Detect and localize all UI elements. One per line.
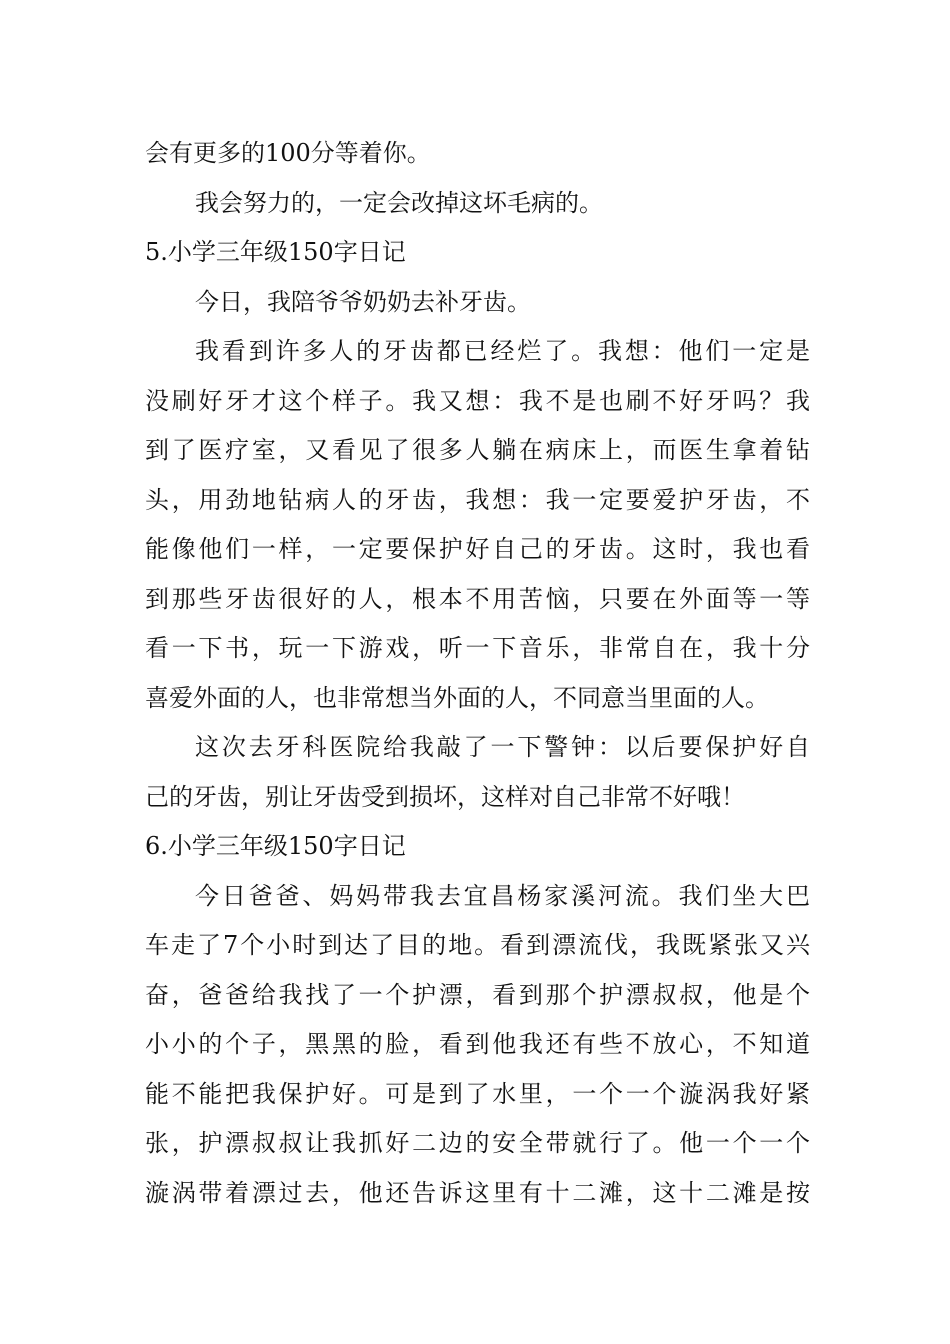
text-line: 小小的个子，黑黑的脸，看到他我还有些不放心，不知道 bbox=[145, 1030, 810, 1058]
paragraph-line: 今日爸爸、妈妈带我去宜昌杨家溪河流。我们坐大巴 bbox=[195, 881, 810, 910]
text-line: 车走了7个小时到达了目的地。看到漂流伐，我既紧张又兴 bbox=[145, 931, 810, 959]
section-heading: 5.小学三年级150字日记 bbox=[145, 238, 406, 266]
document-page bbox=[145, 129, 810, 1218]
text-line: 能像他们一样，一定要保护好自己的牙齿。这时，我也看 bbox=[145, 535, 810, 563]
text-line: 喜爱外面的人，也非常想当外面的人，不同意当里面的人。 bbox=[145, 683, 769, 712]
paragraph-line: 我看到许多人的牙齿都已经烂了。我想：他们一定是 bbox=[195, 337, 810, 365]
text-line: 己的牙齿，别让牙齿受到损坏，这样对自己非常不好哦！ bbox=[145, 782, 745, 811]
paragraph-line: 今日，我陪爷爷奶奶去补牙齿。 bbox=[195, 287, 531, 316]
text-line: 会有更多的100分等着你。 bbox=[145, 139, 431, 167]
paragraph-line: 我会努力的，一定会改掉这坏毛病的。 bbox=[195, 188, 603, 217]
text-line: 能不能把我保护好。可是到了水里，一个一个漩涡我好紧 bbox=[145, 1079, 810, 1108]
text-line: 到那些牙齿很好的人，根本不用苦恼，只要在外面等一等 bbox=[145, 584, 810, 613]
text-line: 奋，爸爸给我找了一个护漂，看到那个护漂叔叔，他是个 bbox=[145, 980, 810, 1009]
paragraph-line: 这次去牙科医院给我敲了一下警钟：以后要保护好自 bbox=[195, 733, 810, 761]
section-heading: 6.小学三年级150字日记 bbox=[145, 832, 406, 860]
text-line: 没刷好牙才这个样子。我又想：我不是也刷不好牙吗？我 bbox=[145, 386, 810, 415]
text-line: 张，护漂叔叔让我抓好二边的安全带就行了。他一个一个 bbox=[145, 1129, 810, 1157]
text-line: 头，用劲地钻病人的牙齿，我想：我一定要爱护牙齿，不 bbox=[145, 485, 810, 514]
text-line: 到了医疗室，又看见了很多人躺在病床上，而医生拿着钻 bbox=[145, 436, 810, 464]
text-line: 漩涡带着漂过去，他还告诉这里有十二滩，这十二滩是按 bbox=[145, 1178, 810, 1207]
text-line: 看一下书，玩一下游戏，听一下音乐，非常自在，我十分 bbox=[145, 634, 810, 662]
